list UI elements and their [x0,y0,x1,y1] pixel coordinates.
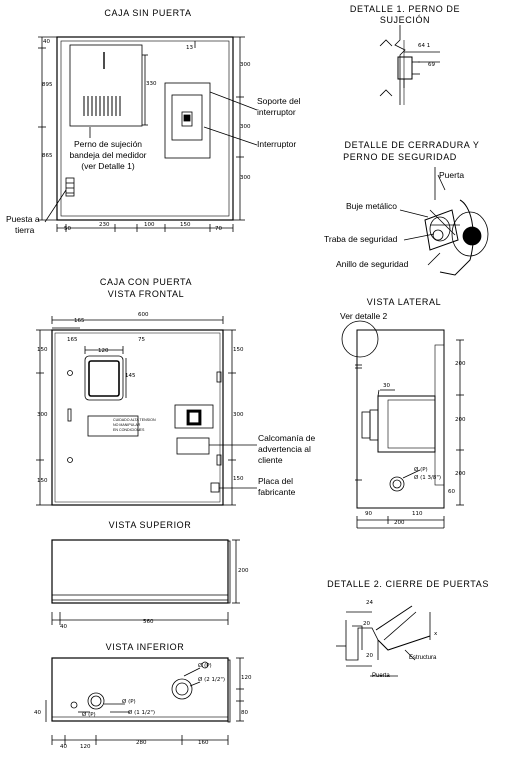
title-caja-con-puerta: VISTA FRONTAL [107,289,185,299]
conduit-hole-right [172,679,192,699]
dim: 13 [186,45,193,51]
dim: 300 [37,412,48,418]
dim: 70 [215,226,222,232]
vista-lateral-view [342,321,464,528]
label-traba: Traba de seguridad [324,234,398,244]
dim: 30 [383,383,390,389]
dim: 150 [37,478,48,484]
label-puesta: Puesta a [6,214,40,224]
detail-2-callout [342,321,378,357]
detalle-2-view [336,606,430,676]
dim: 64 1 [418,43,431,49]
label-calcomania: Calcomanía de [258,433,316,443]
meter-window [85,356,123,400]
title-detalle1: SUJECIÓN [379,15,431,25]
dim: 330 [146,81,157,87]
dim: 75 [138,337,145,343]
dim: 90 [365,511,372,517]
dim: 120 [241,675,252,681]
dim: 865 [42,153,53,159]
dim: 200 [455,417,466,423]
dim: 120 [98,348,109,354]
dim: 230 [99,222,110,228]
sticker-text: EN CONDICIONES [113,428,145,432]
dim: 40 [43,39,50,45]
dim: 200 [455,471,466,477]
dim: 40 [60,624,67,630]
label-puerta: Puerta [439,170,465,180]
label-placa: fabricante [258,487,296,497]
caja-sin-puerta-view [38,37,257,232]
vent-slots [84,96,120,116]
dim: 20 [363,621,370,627]
title-vista-inferior: VISTA INFERIOR [105,642,185,652]
dim: Ø (1 3/8") [414,475,441,481]
meter-tray [70,45,142,126]
title-detalle-cerradura: PERNO DE SEGURIDAD [343,152,457,162]
label-buje: Buje metálico [346,201,398,211]
dim: 20 [366,653,373,659]
dim: 69 [428,62,435,68]
label-calcomania: advertencia al [258,444,311,454]
label-estructura: Estructura [409,655,437,661]
dim: 200 [238,568,249,574]
placa-fabricante [211,483,219,492]
label-soporte: Soporte del [257,96,301,106]
dim: x [434,631,438,637]
dim: 150 [233,476,244,482]
label-perno: (ver Detalle 1) [81,161,135,171]
dim: 150 [180,222,191,228]
dim: 145 [125,373,136,379]
dim: 165 [67,337,78,343]
dim: 300 [233,412,244,418]
label-perno: Perno de sujeción [73,139,143,149]
dim: 120 [80,744,91,750]
dim: 50 [64,226,71,232]
dim: Ø (P) [82,712,96,718]
label-soporte: interruptor [257,107,296,117]
label-anillo: Anillo de seguridad [336,259,409,269]
dim: Ø (2 1/2") [198,677,225,683]
label-puesta: tierra [15,225,35,235]
title-caja-sin-puerta: CAJA SIN PUERTA [104,8,192,18]
dim: 150 [233,347,244,353]
title-vista-superior: VISTA SUPERIOR [108,520,192,530]
label-puerta-d2: Puerta [372,673,390,679]
calcomania [177,438,209,454]
label-perno: bandeja del medidor [69,150,147,160]
dim: 560 [143,619,154,625]
dim: 110 [412,511,423,517]
dim: 280 [136,740,147,746]
title-caja-con-puerta: CAJA CON PUERTA [99,277,193,287]
dim: 80 [241,710,248,716]
label-calcomania: cliente [258,455,283,465]
dim: 300 [240,124,251,130]
dim: 100 [144,222,155,228]
label-ver-detalle2: Ver detalle 2 [340,311,388,321]
label-placa: Placa del [258,476,293,486]
dim: 24 [366,600,373,606]
vista-inferior-view [46,658,244,745]
dim: 165 [74,318,85,324]
dim: 40 [34,710,41,716]
dim: 60 [448,489,455,495]
dim: Ø (1 1/2") [128,710,155,716]
dim: 895 [42,82,53,88]
title-detalle2: DETALLE 2. CIERRE DE PUERTAS [327,579,489,589]
sticker-text: NO MANIPULAR [113,423,141,427]
title-detalle-cerradura: DETALLE DE CERRADURA Y [344,140,480,150]
title-detalle1: DETALLE 1. PERNO DE [349,4,461,14]
dim: 160 [198,740,209,746]
vista-superior-view [52,540,240,625]
dim: 200 [394,520,405,526]
dim: Ø (P) [414,467,428,473]
conduit-hole-left [88,693,104,709]
label-interruptor: Interruptor [257,139,297,149]
dim: Ø (P) [198,663,212,669]
dim: 150 [37,347,48,353]
dim: Ø (P) [122,699,136,705]
dim: 40 [60,744,67,750]
dim: 200 [455,361,466,367]
dim: 300 [240,175,251,181]
detalle-cerradura-view [400,167,488,275]
caja-con-puerta-view [36,316,257,505]
sticker-text: CUIDADO ALTA TENSION [113,418,156,422]
title-vista-lateral: VISTA LATERAL [366,297,442,307]
dim: 300 [240,62,251,68]
dim: 600 [138,312,149,318]
